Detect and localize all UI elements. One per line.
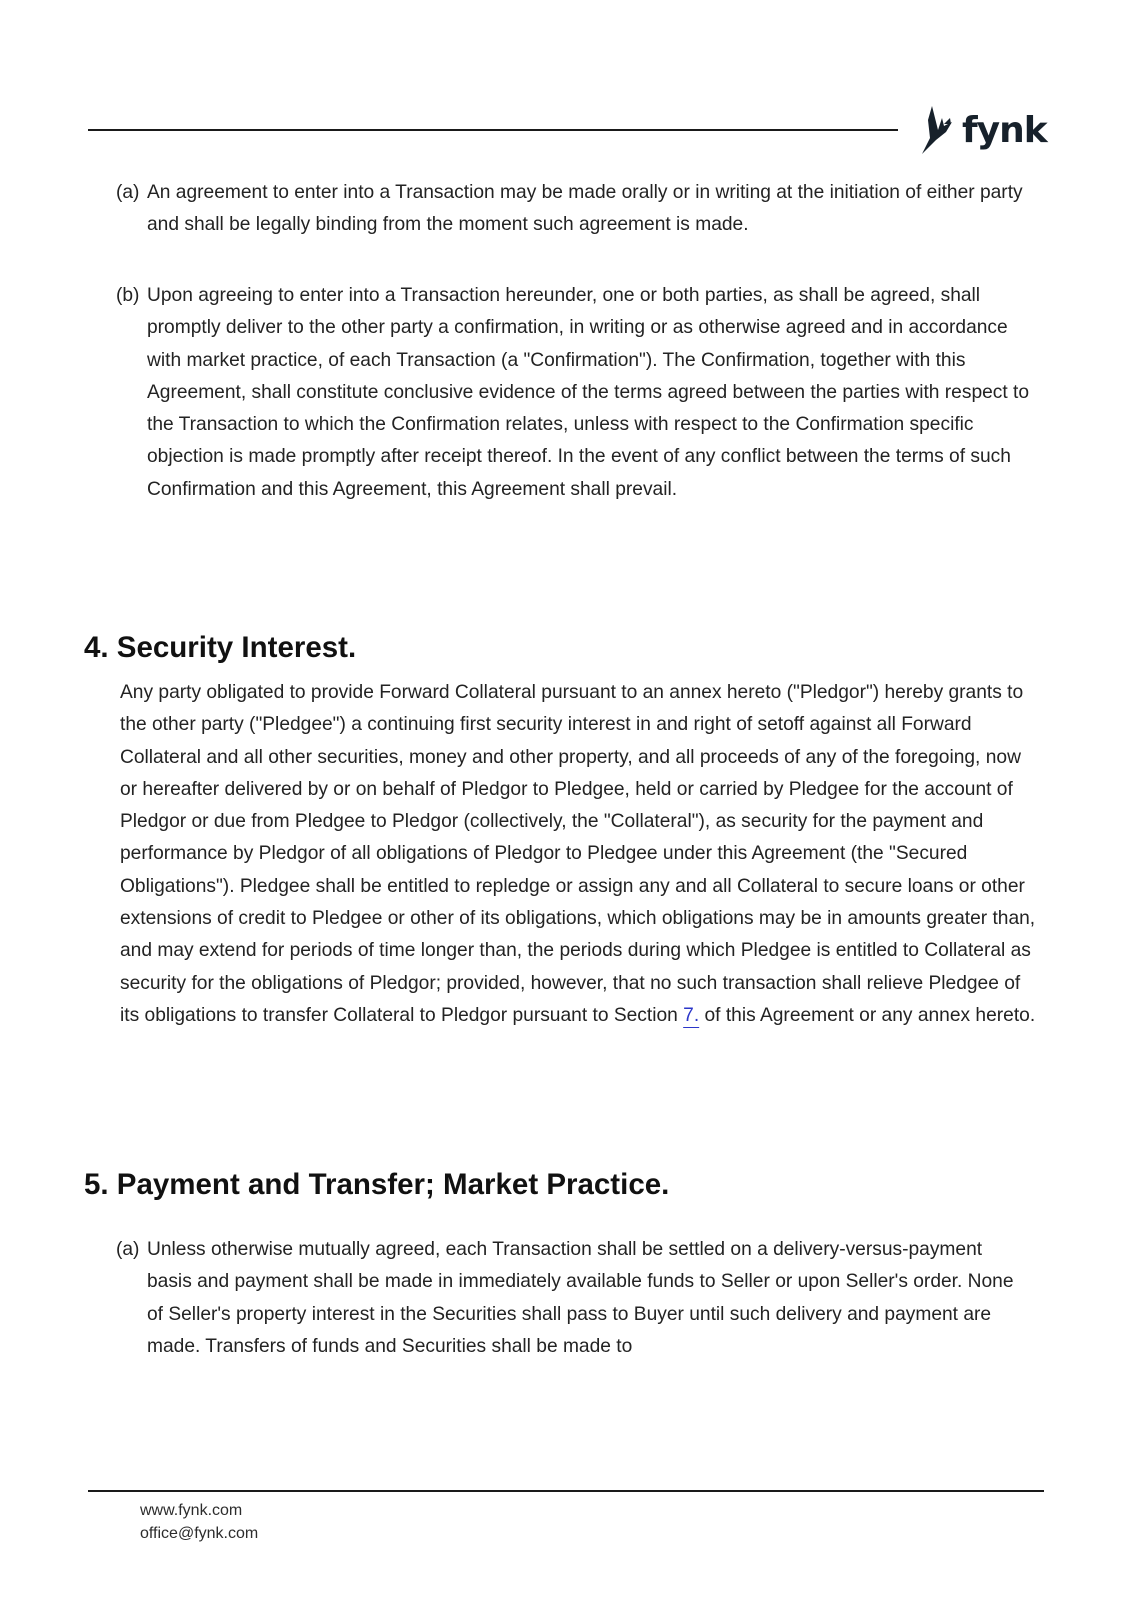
footer-email[interactable]: office@fynk.com [140,1525,259,1542]
clause-5a [116,1234,1017,1363]
brand-wordmark: fynk [962,110,1047,151]
section-4-text-end: of this Agreement or any annex hereto. [699,1004,1036,1026]
clause-marker: (a) [116,1239,140,1260]
section-4-text: Any party obligated to provide Forward Collateral pursuant to an annex hereto ("Pledgor") hereby grants to the other party ("Pledgee") a continuing first security interest in and right of setoff against all Forward Collateral and all other securities, money and other property, and all proceeds of any of the foregoing, now or hereafter delivered by or on behalf of Pledgor to Pledgee, held or carried by Pledgee for the account of Pledgor or due from Pledgee to Pledgor (collectively, the "Collateral"), as security for the payment and performance by Pledgor of all obligations of Pledgor to Pledgee under this Agreement (the "Secured Obligations"). Pledgee shall be entitled to repledge or assign any and all Collateral to secure loans or other extensions of credit to Pledgee or other of its obligations, which obligations may be in amounts greater than, and may extend for periods of time longer than, the periods during which Pledgee is entitled to Collateral as security for the obligations of Pledgor; provided, however, that no such transaction shall relieve Pledgee of its obligations to transfer Collateral to Pledgor pursuant to Section [120,682,1036,1026]
clause-marker: (b) [116,285,140,306]
footer-rule [88,1490,1044,1492]
bird-logo-icon [918,104,958,158]
brand-logo [918,104,1048,158]
section-4-heading: 4. Security Interest. [84,631,357,664]
section-7-link[interactable]: 7. [683,1004,700,1026]
section-4-body [120,677,1040,1032]
clause-text: Unless otherwise mutually agreed, each Transaction shall be settled on a delivery-versus-payment basis and payment shall be made in immediately available funds to Seller or upon Seller's order. None of Seller's property interest in the Securities shall pass to Buyer until such delivery and payment are made. Transfers of funds and Securities shall be made to [147,1239,1014,1357]
clause-3a [116,177,1027,242]
footer-website[interactable]: www.fynk.com [140,1502,243,1519]
section-5-heading: 5. Payment and Transfer; Market Practice. [84,1168,670,1201]
clause-text: Upon agreeing to enter into a Transaction hereunder, one or both parties, as shall be agreed, shall promptly deliver to the other party a confirmation, in writing or as otherwise agreed and in accordance with market practice, of each Transaction (a "Confirmation"). The Confirmation, together with this Agreement, shall constitute conclusive evidence of the terms agreed between the parties with respect to the Transaction to which the Confirmation relates, unless with respect to the Confirmation specific objection is made promptly after receipt thereof. In the event of any conflict between the terms of such Confirmation and this Agreement, this Agreement shall prevail. [147,285,1030,500]
clause-3b [116,280,1032,506]
clause-marker: (a) [116,182,140,203]
clause-text: An agreement to enter into a Transaction may be made orally or in writing at the initiation of either party and shall be legally binding from the moment such agreement is made. [147,182,1023,236]
header-rule [88,129,898,131]
